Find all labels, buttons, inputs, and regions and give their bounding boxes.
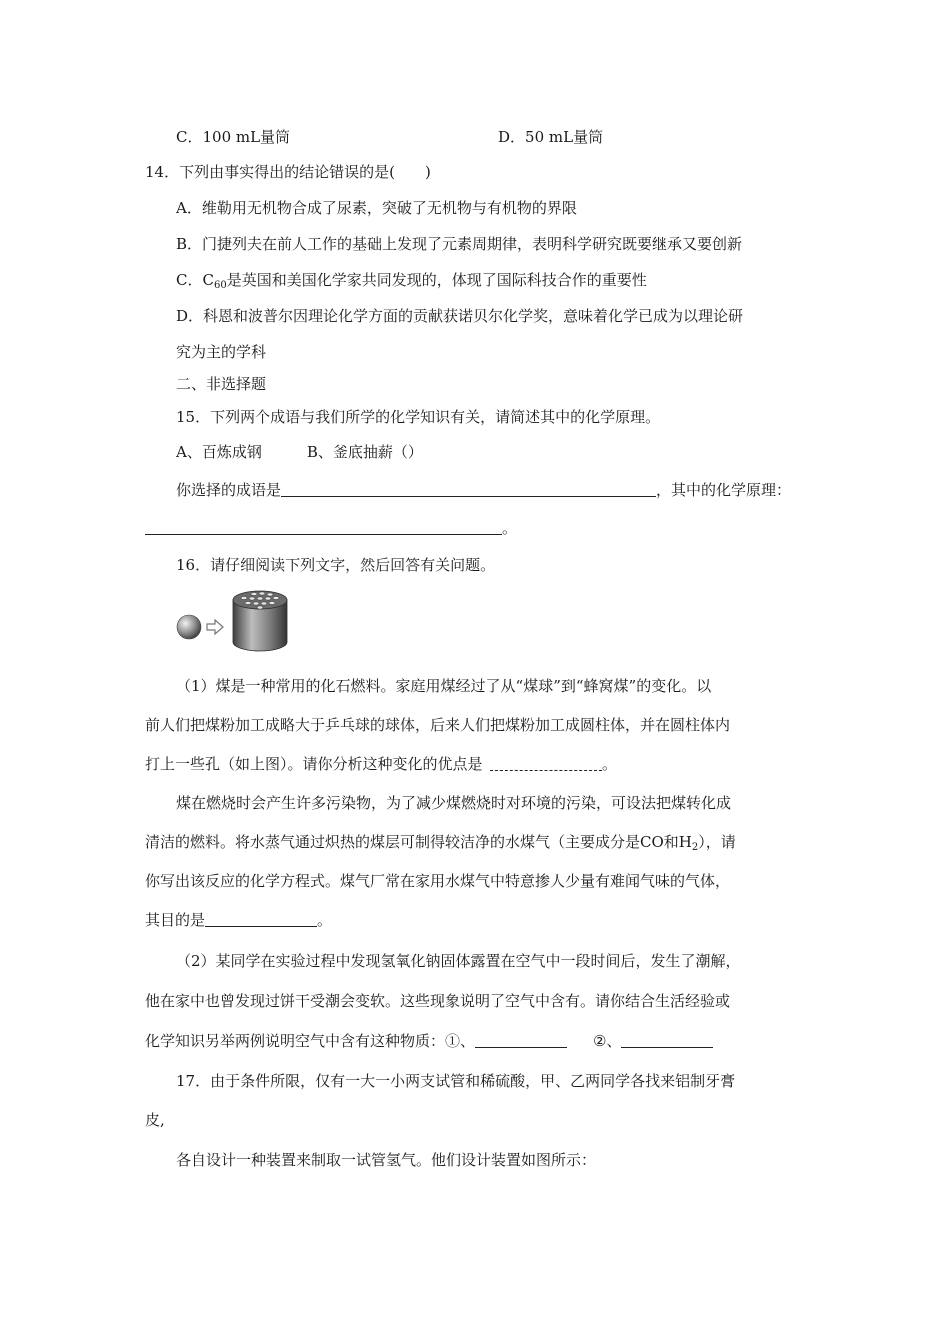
- q16-p2-line2-subscript: 2: [691, 842, 699, 853]
- q17-line2: 皮,: [145, 1111, 165, 1129]
- q16-p2-line2: [145, 832, 736, 858]
- honeycomb-coal-icon: [233, 591, 287, 651]
- answer-blank[interactable]: [145, 518, 502, 535]
- answer-blank[interactable]: [490, 754, 602, 771]
- q15-options: A、百炼成钢 B、釜底抽薪（）: [176, 443, 423, 461]
- answer-blank[interactable]: [621, 1031, 713, 1048]
- q14-option-c-text: 是英国和美国化学家共同发现的，体现了国际科技合作的重要性: [226, 271, 647, 289]
- q16-p1-line3: [145, 754, 617, 774]
- q14-option-c-prefix: C．C: [176, 271, 214, 289]
- q16-p3-line3-second: ②、: [593, 1032, 622, 1050]
- q16-p3-line3: [145, 1031, 713, 1051]
- answer-blank[interactable]: [205, 910, 317, 927]
- q14-option-d-line1: D．科恩和波普尔因理论化学方面的贡献获诺贝尔化学奖，意味着化学已成为以理论研: [176, 307, 744, 325]
- q15-stem: 15．下列两个成语与我们所学的化学知识有关，请简述其中的化学原理。: [176, 408, 661, 426]
- coal-ball-to-honeycomb-figure: [176, 586, 306, 656]
- q16-p1-line1: （1）煤是一种常用的化石燃料。家庭用煤经过了从“煤球”到“蜂窝煤”的变化。以: [176, 677, 712, 695]
- q15-answer-line: [176, 480, 791, 500]
- q14-stem: 14．下列由事实得出的结论错误的是( ): [145, 163, 431, 181]
- q13-option-c: C．100 mL量筒: [176, 128, 291, 146]
- q13-option-d: D．50 mL量筒: [498, 128, 604, 146]
- q16-p3-line3-text: 化学知识另举两例说明空气中含有这种物质：①、: [145, 1032, 476, 1050]
- arrow-right-icon: [207, 620, 223, 634]
- q16-p2-line4-end: 。: [317, 911, 333, 929]
- q16-p2-line4: [145, 910, 332, 930]
- q16-p1-line3-text: 打上一些孔（如上图）。请你分析这种变化的优点是: [145, 755, 483, 773]
- section-heading: 二、非选择题: [176, 375, 267, 393]
- q14-option-b: B．门捷列夫在前人工作的基础上发现了元素周期律，表明科学研究既要继承又要创新: [176, 235, 743, 253]
- q16-p3-line1: （2）某同学在实验过程中发现氢氧化钠固体露置在空气中一段时间后，发生了潮解，: [176, 952, 741, 970]
- q17-line3: 各自设计一种装置来制取一试管氢气。他们设计装置如图所示：: [176, 1151, 597, 1169]
- q14-option-d-line2: 究为主的学科: [176, 343, 267, 361]
- q16-p2-line2-text: 清洁的燃料。将水蒸气通过炽热的煤层可制得较洁净的水煤气（主要成分是CO和H: [145, 833, 692, 851]
- q16-p2-line2-end: ），请: [698, 833, 736, 851]
- q15-end: 。: [502, 519, 518, 537]
- q16-p3-line2: 他在家中也曾发现过饼干受潮会变软。这些现象说明了空气中含有。请你结合生活经验或: [145, 992, 731, 1010]
- q14-option-a: A．维勒用无机物合成了尿素，突破了无机物与有机物的界限: [176, 199, 577, 217]
- q16-p1-line3-end: 。: [602, 755, 618, 773]
- q16-p1-line2: 前人们把煤粉加工成略大于乒乓球的球体，后来人们把煤粉加工成圆柱体，并在圆柱体内: [145, 716, 731, 734]
- q14-option-c: [176, 270, 647, 296]
- q16-p2-line3: 你写出该反应的化学方程式。煤气厂常在家用水煤气中特意掺人少量有难闻气味的气体，: [145, 872, 731, 890]
- q16-p2-line4-text: 其目的是: [145, 911, 206, 929]
- q15-answer-prefix: 你选择的成语是: [176, 481, 282, 499]
- q16-p2-line1: 煤在燃烧时会产生许多污染物，为了减少煤燃烧时对环境的污染，可设法把煤转化成: [176, 794, 732, 812]
- answer-blank[interactable]: [281, 480, 656, 497]
- coal-ball-icon: [177, 615, 201, 639]
- answer-blank[interactable]: [475, 1031, 567, 1048]
- q16-stem: 16．请仔细阅读下列文字，然后回答有关问题。: [176, 556, 496, 574]
- q14-option-c-subscript: 60: [213, 280, 227, 291]
- q17-line1: 17．由于条件所限，仅有一大一小两支试管和稀硫酸，甲、乙两同学各找来铝制牙膏: [176, 1072, 736, 1090]
- q15-principle-line: [145, 518, 517, 538]
- q15-answer-mid: ，其中的化学原理：: [656, 481, 792, 499]
